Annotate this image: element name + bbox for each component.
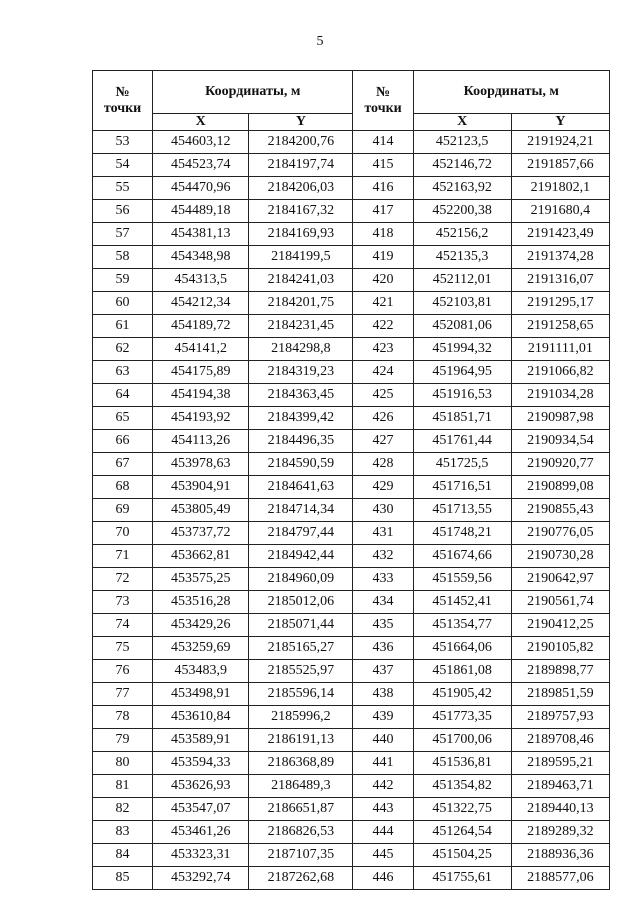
x-header-left: X xyxy=(153,114,249,131)
x-coordinate-right: 451354,82 xyxy=(413,775,511,798)
point-number-left: 62 xyxy=(93,338,153,361)
x-coordinate-right: 452163,92 xyxy=(413,177,511,200)
point-number-right: 433 xyxy=(353,568,413,591)
point-number-left: 53 xyxy=(93,131,153,154)
y-coordinate-right: 2190776,05 xyxy=(511,522,609,545)
y-coordinate-left: 2184197,74 xyxy=(249,154,353,177)
x-coordinate-right: 451725,5 xyxy=(413,453,511,476)
y-header-right: Y xyxy=(511,114,609,131)
table-row xyxy=(93,660,610,683)
y-coordinate-left: 2185525,97 xyxy=(249,660,353,683)
x-coordinate-left: 454194,38 xyxy=(153,384,249,407)
y-coordinate-left: 2187107,35 xyxy=(249,844,353,867)
point-number-header-left: № точки xyxy=(93,71,153,131)
x-coordinate-right: 451322,75 xyxy=(413,798,511,821)
x-coordinate-left: 453429,26 xyxy=(153,614,249,637)
point-number-left: 63 xyxy=(93,361,153,384)
x-coordinate-left: 453904,91 xyxy=(153,476,249,499)
y-coordinate-left: 2185596,14 xyxy=(249,683,353,706)
point-number-left: 71 xyxy=(93,545,153,568)
table-row xyxy=(93,798,610,821)
x-coordinate-right: 451761,44 xyxy=(413,430,511,453)
table-row xyxy=(93,315,610,338)
x-coordinate-right: 452112,01 xyxy=(413,269,511,292)
y-coordinate-right: 2190412,25 xyxy=(511,614,609,637)
point-number-left: 81 xyxy=(93,775,153,798)
y-coordinate-right: 2191258,65 xyxy=(511,315,609,338)
point-number-right: 419 xyxy=(353,246,413,269)
y-coordinate-right: 2190987,98 xyxy=(511,407,609,430)
x-coordinate-left: 453547,07 xyxy=(153,798,249,821)
table-row xyxy=(93,223,610,246)
y-header-left: Y xyxy=(249,114,353,131)
coordinates-header-right: Координаты, м xyxy=(413,71,609,114)
y-coordinate-left: 2184590,59 xyxy=(249,453,353,476)
y-coordinate-left: 2184641,63 xyxy=(249,476,353,499)
x-coordinate-left: 454489,18 xyxy=(153,200,249,223)
x-coordinate-left: 454470,96 xyxy=(153,177,249,200)
x-coordinate-right: 451452,41 xyxy=(413,591,511,614)
x-coordinate-right: 451994,32 xyxy=(413,338,511,361)
table-row xyxy=(93,361,610,384)
y-coordinate-left: 2184960,09 xyxy=(249,568,353,591)
y-coordinate-right: 2188936,36 xyxy=(511,844,609,867)
y-coordinate-right: 2189851,59 xyxy=(511,683,609,706)
point-number-left: 82 xyxy=(93,798,153,821)
y-coordinate-left: 2184169,93 xyxy=(249,223,353,246)
x-coordinate-left: 453498,91 xyxy=(153,683,249,706)
x-coordinate-left: 453610,84 xyxy=(153,706,249,729)
table-row xyxy=(93,200,610,223)
x-coordinate-left: 453589,91 xyxy=(153,729,249,752)
table-row xyxy=(93,430,610,453)
x-coordinate-right: 451916,53 xyxy=(413,384,511,407)
point-number-left: 57 xyxy=(93,223,153,246)
table-row xyxy=(93,591,610,614)
y-coordinate-left: 2186651,87 xyxy=(249,798,353,821)
y-coordinate-left: 2184399,42 xyxy=(249,407,353,430)
x-coordinate-left: 453516,28 xyxy=(153,591,249,614)
x-coordinate-right: 451905,42 xyxy=(413,683,511,706)
point-number-right: 414 xyxy=(353,131,413,154)
point-number-right: 445 xyxy=(353,844,413,867)
point-number-left: 64 xyxy=(93,384,153,407)
table-row xyxy=(93,683,610,706)
point-number-right: 434 xyxy=(353,591,413,614)
x-coordinate-left: 454141,2 xyxy=(153,338,249,361)
x-coordinate-right: 451536,81 xyxy=(413,752,511,775)
point-number-right: 425 xyxy=(353,384,413,407)
x-coordinate-right: 451504,25 xyxy=(413,844,511,867)
x-coordinate-right: 452103,81 xyxy=(413,292,511,315)
x-coordinate-left: 453292,74 xyxy=(153,867,249,890)
x-coordinate-right: 451664,06 xyxy=(413,637,511,660)
table-row xyxy=(93,131,610,154)
point-number-left: 84 xyxy=(93,844,153,867)
y-coordinate-right: 2190105,82 xyxy=(511,637,609,660)
y-coordinate-left: 2187262,68 xyxy=(249,867,353,890)
y-coordinate-right: 2189898,77 xyxy=(511,660,609,683)
table-row xyxy=(93,775,610,798)
y-coordinate-left: 2184714,34 xyxy=(249,499,353,522)
y-coordinate-right: 2190899,08 xyxy=(511,476,609,499)
point-number-right: 437 xyxy=(353,660,413,683)
x-coordinate-right: 451354,77 xyxy=(413,614,511,637)
point-number-left: 74 xyxy=(93,614,153,637)
table-row xyxy=(93,522,610,545)
coordinates-header-left: Координаты, м xyxy=(153,71,353,114)
x-coordinate-right: 451713,55 xyxy=(413,499,511,522)
table-header-row xyxy=(93,71,610,114)
x-coordinate-right: 451700,06 xyxy=(413,729,511,752)
point-number-right: 440 xyxy=(353,729,413,752)
table-row xyxy=(93,637,610,660)
y-coordinate-right: 2189757,93 xyxy=(511,706,609,729)
y-coordinate-right: 2189289,32 xyxy=(511,821,609,844)
x-coordinate-left: 454193,92 xyxy=(153,407,249,430)
y-coordinate-left: 2184363,45 xyxy=(249,384,353,407)
y-coordinate-left: 2185165,27 xyxy=(249,637,353,660)
point-number-left: 59 xyxy=(93,269,153,292)
point-number-right: 423 xyxy=(353,338,413,361)
y-coordinate-left: 2184200,76 xyxy=(249,131,353,154)
y-coordinate-right: 2191111,01 xyxy=(511,338,609,361)
point-number-right: 444 xyxy=(353,821,413,844)
point-number-left: 83 xyxy=(93,821,153,844)
x-coordinate-right: 452146,72 xyxy=(413,154,511,177)
point-number-left: 75 xyxy=(93,637,153,660)
x-coordinate-left: 454113,26 xyxy=(153,430,249,453)
y-coordinate-right: 2189595,21 xyxy=(511,752,609,775)
x-coordinate-left: 454313,5 xyxy=(153,269,249,292)
table-row xyxy=(93,568,610,591)
y-coordinate-right: 2190642,97 xyxy=(511,568,609,591)
table-row xyxy=(93,453,610,476)
point-number-right: 441 xyxy=(353,752,413,775)
point-number-right: 435 xyxy=(353,614,413,637)
point-number-left: 67 xyxy=(93,453,153,476)
point-number-left: 72 xyxy=(93,568,153,591)
table-row xyxy=(93,706,610,729)
point-number-left: 61 xyxy=(93,315,153,338)
point-number-right: 415 xyxy=(353,154,413,177)
point-number-header-right: № точки xyxy=(353,71,413,131)
x-coordinate-right: 452156,2 xyxy=(413,223,511,246)
point-number-left: 73 xyxy=(93,591,153,614)
x-coordinate-right: 451851,71 xyxy=(413,407,511,430)
y-coordinate-right: 2191066,82 xyxy=(511,361,609,384)
point-number-left: 69 xyxy=(93,499,153,522)
point-number-left: 66 xyxy=(93,430,153,453)
y-coordinate-right: 2191857,66 xyxy=(511,154,609,177)
x-coordinate-right: 451755,61 xyxy=(413,867,511,890)
table-row xyxy=(93,338,610,361)
point-number-right: 439 xyxy=(353,706,413,729)
point-number-right: 420 xyxy=(353,269,413,292)
x-coordinate-right: 451264,54 xyxy=(413,821,511,844)
y-coordinate-left: 2184206,03 xyxy=(249,177,353,200)
point-number-left: 68 xyxy=(93,476,153,499)
table-row xyxy=(93,867,610,890)
x-coordinate-right: 452123,5 xyxy=(413,131,511,154)
y-coordinate-right: 2189463,71 xyxy=(511,775,609,798)
y-coordinate-left: 2184241,03 xyxy=(249,269,353,292)
x-coordinate-left: 453461,26 xyxy=(153,821,249,844)
point-number-left: 54 xyxy=(93,154,153,177)
x-coordinate-right: 452135,3 xyxy=(413,246,511,269)
y-coordinate-right: 2190934,54 xyxy=(511,430,609,453)
point-number-right: 442 xyxy=(353,775,413,798)
x-coordinate-right: 451559,56 xyxy=(413,568,511,591)
y-coordinate-left: 2184319,23 xyxy=(249,361,353,384)
y-coordinate-right: 2191374,28 xyxy=(511,246,609,269)
x-coordinate-right: 451674,66 xyxy=(413,545,511,568)
point-number-left: 60 xyxy=(93,292,153,315)
y-coordinate-right: 2190730,28 xyxy=(511,545,609,568)
x-coordinate-left: 454189,72 xyxy=(153,315,249,338)
point-number-left: 85 xyxy=(93,867,153,890)
y-coordinate-left: 2186191,13 xyxy=(249,729,353,752)
y-coordinate-right: 2191316,07 xyxy=(511,269,609,292)
x-coordinate-right: 451773,35 xyxy=(413,706,511,729)
page-number: 5 xyxy=(316,34,324,49)
table-row xyxy=(93,821,610,844)
table-body xyxy=(93,131,610,890)
y-coordinate-right: 2191295,17 xyxy=(511,292,609,315)
y-coordinate-right: 2190561,74 xyxy=(511,591,609,614)
table-row xyxy=(93,729,610,752)
point-number-left: 55 xyxy=(93,177,153,200)
x-coordinate-right: 452081,06 xyxy=(413,315,511,338)
point-number-right: 418 xyxy=(353,223,413,246)
point-number-left: 80 xyxy=(93,752,153,775)
table-row xyxy=(93,499,610,522)
y-coordinate-right: 2191680,4 xyxy=(511,200,609,223)
x-coordinate-right: 451964,95 xyxy=(413,361,511,384)
point-number-right: 417 xyxy=(353,200,413,223)
y-coordinate-right: 2188577,06 xyxy=(511,867,609,890)
point-number-right: 422 xyxy=(353,315,413,338)
table-row xyxy=(93,154,610,177)
y-coordinate-left: 2184199,5 xyxy=(249,246,353,269)
point-number-right: 416 xyxy=(353,177,413,200)
x-coordinate-right: 451861,08 xyxy=(413,660,511,683)
y-coordinate-right: 2190855,43 xyxy=(511,499,609,522)
x-coordinate-left: 453805,49 xyxy=(153,499,249,522)
y-coordinate-left: 2184797,44 xyxy=(249,522,353,545)
point-number-left: 70 xyxy=(93,522,153,545)
y-coordinate-left: 2185012,06 xyxy=(249,591,353,614)
y-coordinate-right: 2189708,46 xyxy=(511,729,609,752)
y-coordinate-right: 2191423,49 xyxy=(511,223,609,246)
table-row xyxy=(93,844,610,867)
table-row xyxy=(93,614,610,637)
point-number-right: 431 xyxy=(353,522,413,545)
table-row xyxy=(93,246,610,269)
y-coordinate-left: 2184496,35 xyxy=(249,430,353,453)
x-coordinate-right: 451716,51 xyxy=(413,476,511,499)
x-coordinate-left: 453978,63 xyxy=(153,453,249,476)
point-number-right: 443 xyxy=(353,798,413,821)
table-row xyxy=(93,269,610,292)
x-coordinate-left: 454603,12 xyxy=(153,131,249,154)
x-coordinate-left: 453483,9 xyxy=(153,660,249,683)
point-number-right: 426 xyxy=(353,407,413,430)
x-coordinate-left: 454523,74 xyxy=(153,154,249,177)
x-header-right: X xyxy=(413,114,511,131)
x-coordinate-left: 453594,33 xyxy=(153,752,249,775)
y-coordinate-left: 2186368,89 xyxy=(249,752,353,775)
point-number-right: 436 xyxy=(353,637,413,660)
table-row xyxy=(93,407,610,430)
x-coordinate-left: 453737,72 xyxy=(153,522,249,545)
point-number-right: 424 xyxy=(353,361,413,384)
y-coordinate-right: 2189440,13 xyxy=(511,798,609,821)
y-coordinate-left: 2185071,44 xyxy=(249,614,353,637)
x-coordinate-left: 454175,89 xyxy=(153,361,249,384)
x-coordinate-left: 453575,25 xyxy=(153,568,249,591)
point-number-left: 78 xyxy=(93,706,153,729)
x-coordinate-left: 454381,13 xyxy=(153,223,249,246)
point-number-right: 446 xyxy=(353,867,413,890)
point-number-right: 429 xyxy=(353,476,413,499)
x-coordinate-right: 452200,38 xyxy=(413,200,511,223)
table-row xyxy=(93,292,610,315)
point-number-right: 432 xyxy=(353,545,413,568)
y-coordinate-left: 2186489,3 xyxy=(249,775,353,798)
x-coordinate-left: 453323,31 xyxy=(153,844,249,867)
y-coordinate-left: 2184201,75 xyxy=(249,292,353,315)
x-coordinate-right: 451748,21 xyxy=(413,522,511,545)
table-row xyxy=(93,545,610,568)
point-number-left: 76 xyxy=(93,660,153,683)
point-number-right: 438 xyxy=(353,683,413,706)
x-coordinate-left: 453626,93 xyxy=(153,775,249,798)
point-number-right: 430 xyxy=(353,499,413,522)
y-coordinate-left: 2184231,45 xyxy=(249,315,353,338)
point-number-left: 77 xyxy=(93,683,153,706)
point-number-left: 56 xyxy=(93,200,153,223)
y-coordinate-left: 2184942,44 xyxy=(249,545,353,568)
y-coordinate-right: 2191802,1 xyxy=(511,177,609,200)
point-number-right: 428 xyxy=(353,453,413,476)
x-coordinate-left: 453662,81 xyxy=(153,545,249,568)
table-row xyxy=(93,384,610,407)
table-row xyxy=(93,177,610,200)
table-subheader-row xyxy=(93,114,610,131)
x-coordinate-left: 454212,34 xyxy=(153,292,249,315)
y-coordinate-right: 2191034,28 xyxy=(511,384,609,407)
y-coordinate-left: 2184298,8 xyxy=(249,338,353,361)
point-number-left: 79 xyxy=(93,729,153,752)
table-row xyxy=(93,476,610,499)
coordinates-table xyxy=(92,70,610,890)
point-number-left: 58 xyxy=(93,246,153,269)
y-coordinate-left: 2185996,2 xyxy=(249,706,353,729)
table-row xyxy=(93,752,610,775)
point-number-right: 421 xyxy=(353,292,413,315)
y-coordinate-left: 2184167,32 xyxy=(249,200,353,223)
x-coordinate-left: 454348,98 xyxy=(153,246,249,269)
point-number-left: 65 xyxy=(93,407,153,430)
x-coordinate-left: 453259,69 xyxy=(153,637,249,660)
y-coordinate-right: 2191924,21 xyxy=(511,131,609,154)
point-number-right: 427 xyxy=(353,430,413,453)
y-coordinate-right: 2190920,77 xyxy=(511,453,609,476)
y-coordinate-left: 2186826,53 xyxy=(249,821,353,844)
